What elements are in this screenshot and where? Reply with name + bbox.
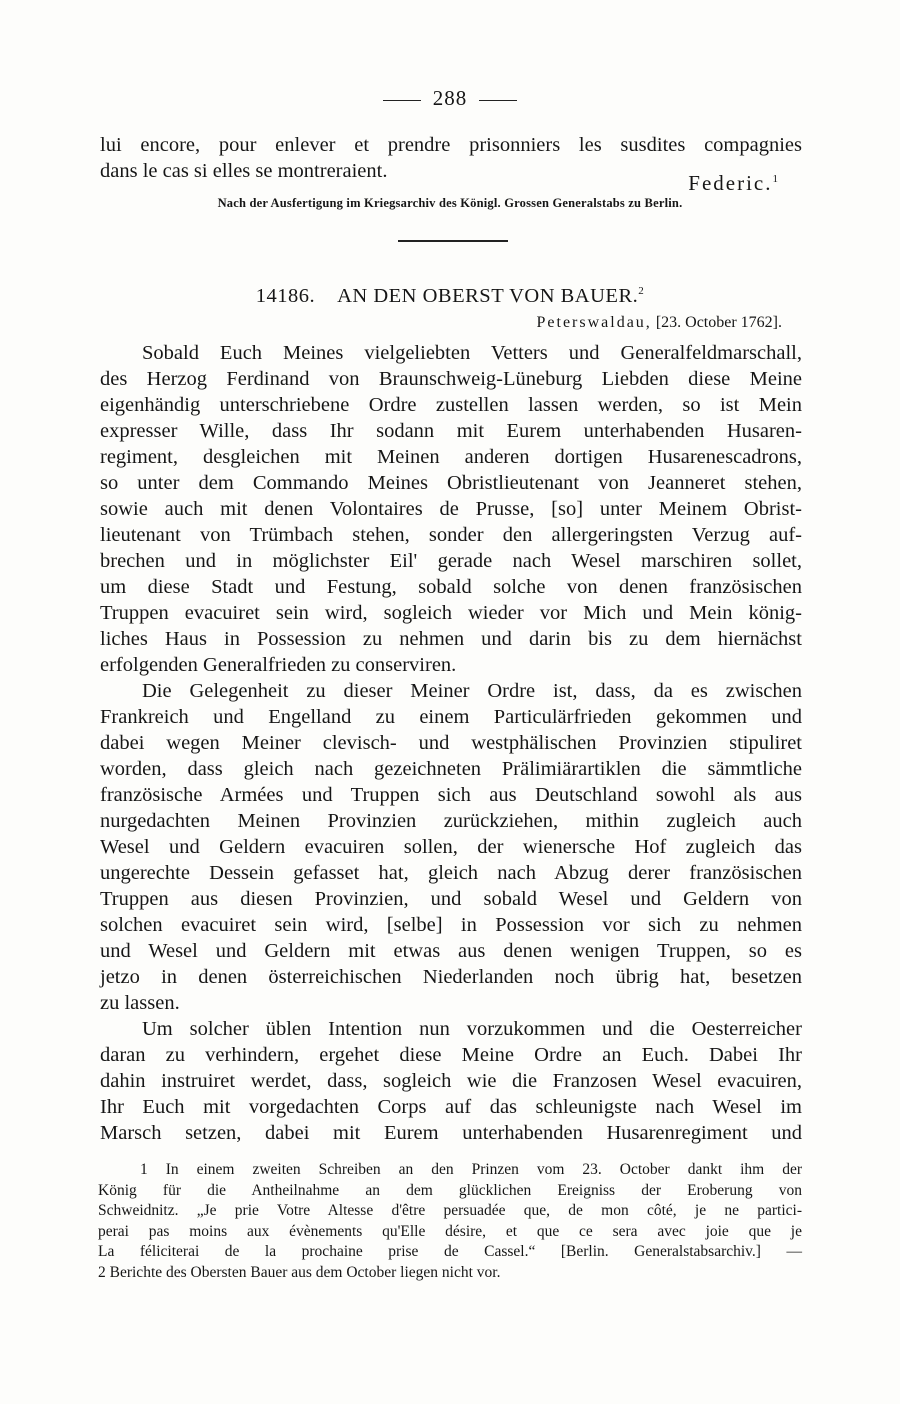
footnote-line: perai pas moins aux évènements qu'Elle désire, et que ce sera avec joie que je: [98, 1222, 802, 1240]
page-header: [0, 86, 900, 111]
text-line: nurgedachten Meinen Provinzien zurückziehen, mithin zugleich auch: [100, 810, 802, 832]
text-line: Die Gelegenheit zu dieser Meiner Ordre ist, dass, da es zwischen: [142, 680, 802, 702]
signature: [688, 171, 780, 196]
section-divider: [398, 240, 508, 242]
text-line: eigenhändig unterschriebene Ordre zustellen lassen werden, so ist Mein: [100, 394, 802, 416]
footnotes: [98, 1160, 802, 1283]
footnote-line: 1 In einem zweiten Schreiben an den Prinzen vom 23. October dankt ihm der: [140, 1161, 802, 1178]
text-line: erfolgenden Generalfrieden zu conserviren.: [100, 654, 457, 676]
footnote-line: La féliciterai de la prochaine prise de Cassel.“ [Berlin. Generalstabsarchiv.] —: [98, 1243, 802, 1260]
letter-number: 14186.: [255, 285, 316, 307]
text-line: französische Armées und Truppen sich aus Deutschland sowohl als aus: [100, 784, 802, 806]
text-line: Ihr Euch mit vorgedachten Corps auf das schleunigste nach Wesel im: [100, 1096, 802, 1118]
text-line: sowie auch mit denen Volontaires de Prusse, [so] unter Meinem Obrist-: [100, 498, 802, 520]
footnote-line: König für die Antheilnahme an dem glücklichen Ereigniss der Eroberung von: [98, 1181, 802, 1199]
text-line: regiment, desgleichen mit Meinen anderen dortigen Husarenescadrons,: [100, 446, 802, 468]
text-line: um diese Stadt und Festung, sobald solche von denen französischen: [100, 576, 802, 598]
letter-date: [23. October 1762].: [655, 314, 782, 331]
text-line: des Herzog Ferdinand von Braunschweig-Lüneburg Liebden diese Meine: [100, 368, 802, 390]
text-line: lieutenant von Trümbach stehen, sonder den allergeringsten Verzug auf-: [100, 524, 802, 546]
text-line: ungerechte Dessein gefasset hat, gleich nach Abzug derer französischen: [100, 862, 802, 884]
text-line: daran zu verhindern, ergehet diese Meine Ordre an Euch. Dabei Ihr: [100, 1044, 802, 1066]
text-line: Marsch setzen, dabei mit Eurem unterhabenden Husarenregiment und: [100, 1122, 802, 1144]
text-line: dahin instruiret werdet, dass, sogleich wie die Franzosen Wesel evacuiren,: [100, 1070, 802, 1092]
text-line: worden, dass gleich nach gezeichneten Prälimiärartiklen die sämmtliche: [100, 758, 802, 780]
text-line: liches Haus in Possession zu nehmen und darin bis zu dem hiernächst: [100, 628, 802, 650]
footnote-line: 2 Berichte des Obersten Bauer aus dem October liegen nicht vor.: [98, 1263, 501, 1281]
signature-name: Federic.: [688, 171, 773, 195]
letter-heading: [0, 285, 900, 308]
text-line: Sobald Euch Meines vielgeliebten Vetters und Generalfeldmarschall,: [142, 342, 802, 364]
text-line: lui encore, pour enlever et prendre prisonniers les susdites compagnies: [100, 134, 802, 156]
dateline: [537, 314, 783, 332]
paragraph: [100, 340, 802, 678]
paragraph: [100, 678, 802, 1016]
footnote-line: Schweidnitz. „Je prie Votre Altesse d'être persuadée que, de mon côté, je ne partici-: [98, 1202, 802, 1219]
text-line: Truppen evacuiret sein wird, sogleich wieder vor Mich und Mein könig-: [100, 602, 802, 624]
text-line: so unter dem Commando Meines Obristlieutenant von Jeanneret stehen,: [100, 472, 802, 494]
text-line: Wesel und Geldern evacuiren sollen, der wienersche Hof zugleich das: [100, 836, 802, 858]
text-line: expresser Wille, dass Ihr sodann mit Eurem unterhabenden Husaren-: [100, 420, 802, 442]
source-note: Nach der Ausfertigung im Kriegsarchiv des Königl. Grossen Generalstabs zu Berlin.: [217, 196, 683, 210]
letter-body: [100, 340, 802, 1146]
text-line: jetzo in denen österreichischen Niederlanden noch übrig hat, besetzen: [100, 966, 802, 988]
header-dash-right: [479, 100, 517, 101]
text-line: zu lassen.: [100, 992, 180, 1014]
paragraph: [100, 1016, 802, 1146]
header-dash-left: [383, 100, 421, 101]
text-line: und Wesel und Geldern mit etwas aus denen wenigen Truppen, so es: [100, 940, 802, 962]
text-line: Truppen aus diesen Provinzien, und sobald Wesel und Geldern von: [100, 888, 802, 910]
footnote-marker: 2: [638, 285, 645, 298]
text-line: brechen und in möglichster Eil' gerade nach Wesel marschiren sollet,: [100, 550, 802, 572]
text-line: Frankreich und Engelland zu einem Particulärfrieden gekommen und: [100, 706, 802, 728]
text-line: dans le cas si elles se montreraient.: [100, 160, 388, 182]
page-number: 288: [432, 86, 468, 110]
text-line: Um solcher üblen Intention nun vorzukommen und die Oesterreicher: [142, 1018, 802, 1040]
footnote-marker: 1: [772, 173, 780, 185]
text-line: solchen evacuiret sein wird, [selbe] in Possession vor sich zu nehmen: [100, 914, 802, 936]
text-line: dabei wegen Meiner clevisch- und westphälischen Provinzien stipuliret: [100, 732, 802, 754]
letter-title: AN DEN OBERST VON BAUER.: [337, 285, 639, 307]
place-name: Peterswaldau,: [536, 314, 652, 331]
